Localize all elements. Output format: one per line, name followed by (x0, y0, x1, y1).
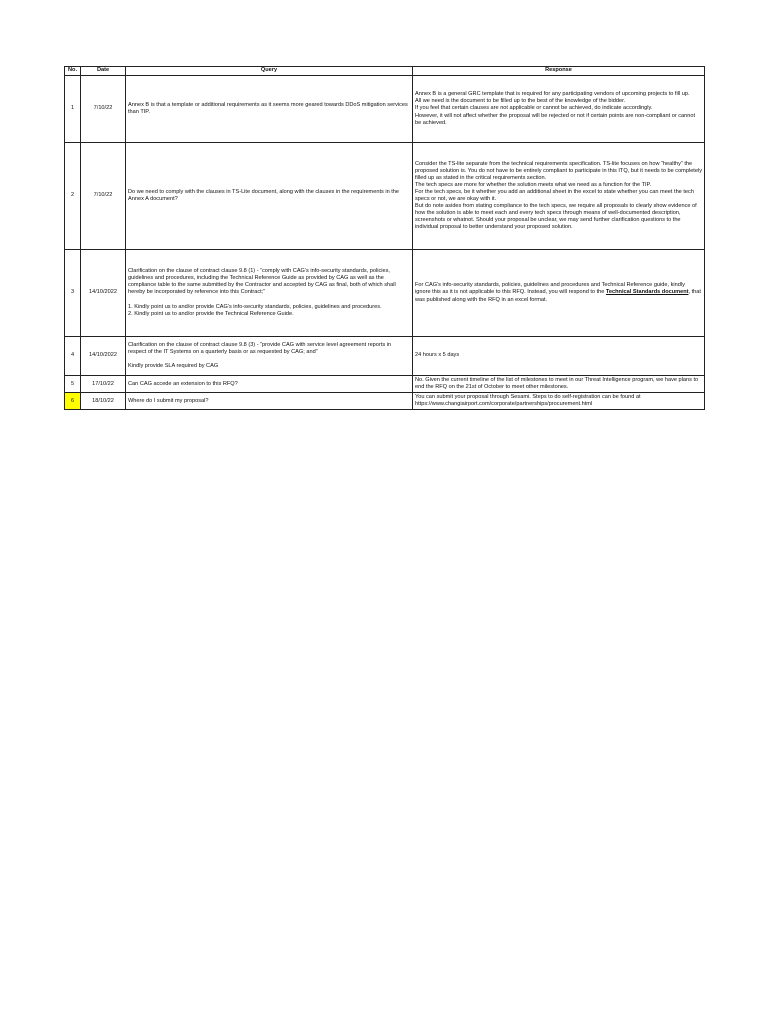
response-text: If you feel that certain clauses are not applicable or cannot be achieved, do indicate accordingly. (415, 105, 653, 112)
row-date: 14/10/2022 (81, 337, 126, 376)
table-row (65, 143, 705, 250)
response-text: Annex B is a general GRC template that is required for any participating vendors of upcoming projects to fill up. (415, 91, 690, 98)
table-row (65, 337, 705, 376)
row-response (413, 393, 705, 410)
row-response (413, 376, 705, 393)
row-query (126, 376, 413, 393)
response-text-pre: For CAG's info-security standards, policies, guidelines and procedures and Technical Reference guide, kindly ignore this as it is not applicable to this RFQ. Instead, you will respond to the (415, 282, 685, 296)
row-date: 7/10/22 (81, 76, 126, 143)
row-number-highlighted: 6 (65, 393, 81, 410)
header-no: No. (65, 67, 81, 76)
row-number: 2 (65, 143, 81, 250)
row-query (126, 393, 413, 410)
row-query (126, 76, 413, 143)
query-text: Where do I submit my proposal? (128, 397, 209, 404)
response-text (415, 282, 702, 303)
header-response: Response (413, 67, 705, 76)
query-text: Do we need to comply with the clauses in TS-Lite document, along with the clauses in the requirements in the Annex A document? (128, 188, 400, 202)
response-text: For the tech specs, be it whether you add an additional sheet in the excel to state whether you can meet the tech specs or not, we are okay with it. (415, 188, 694, 202)
query-text: Clarification on the clause of contract clause 9.8 (1) - “comply with CAG’s info-security standards, policies, guidelines and procedures, including the Technical Reference Guide as provided by CAG as well as the compliance table to the same submitted by the Contractor and accepted by CAG as final, both of which shall hereby be incorporated by reference into this Contract;” (128, 268, 396, 296)
technical-standards-document-reference: Technical Standards document (605, 289, 689, 296)
row-date: 7/10/22 (81, 143, 126, 250)
row-response (413, 250, 705, 337)
header-date: Date (81, 67, 126, 76)
response-text-post: , that was published along with the RFQ in an excel format. (415, 289, 701, 303)
table-row (65, 250, 705, 337)
row-query (126, 250, 413, 337)
table-row (65, 376, 705, 393)
clarification-table (64, 66, 705, 410)
response-text: 24 hours x 5 days (415, 352, 460, 359)
query-point: 2. Kindly point us to and/or provide the Technical Reference Guide. (128, 310, 294, 317)
table-row (65, 76, 705, 143)
response-text: All we need is the document to be filled up to the best of the knowledge of the bidder. (415, 98, 626, 105)
procurement-url-text: https://www.changiairport.com/corporate/partnerships/procurement.html (415, 401, 593, 408)
blank-line (128, 297, 410, 304)
row-date: 14/10/2022 (81, 250, 126, 337)
response-text: You can submit your proposal through Sesami. Steps to do self-registration can be found at (415, 394, 641, 401)
row-response (413, 337, 705, 376)
query-point: Kindly provide SLA required by CAG (128, 363, 219, 370)
table-row (65, 393, 705, 410)
qa-sheet (64, 66, 704, 410)
row-query (126, 143, 413, 250)
row-response (413, 143, 705, 250)
response-text: No. Given the current timeline of the list of milestones to meet in our Threat Intelligence program, we have plans to end the RFQ on the 21st of October to meet other milestones. (415, 377, 699, 391)
row-date: 18/10/22 (81, 393, 126, 410)
response-text: Consider the TS-lite separate from the technical requirements specification. TS-lite focuses on how “healthy” the proposed solution is. You do not have to be entirely compliant to participate in this ITQ, but it needs to be completely filled up as stated in the critical requirements section. (415, 160, 703, 181)
blank-line (128, 356, 410, 363)
row-number: 5 (65, 376, 81, 393)
header-row (65, 67, 705, 76)
row-date: 17/10/22 (81, 376, 126, 393)
row-number: 1 (65, 76, 81, 143)
row-query (126, 337, 413, 376)
query-point: 1. Kindly point us to and/or provide CAG’s info-security standards, policies, guidelines and procedures. (128, 303, 382, 310)
row-number: 3 (65, 250, 81, 337)
query-text: Clarification on the clause of contract clause 9.8 (3) - “provide CAG with service level agreement reports in respect of the IT Systems on a quarterly basis or as requested by CAG; and” (128, 341, 392, 355)
response-text: The tech specs are more for whether the solution meets what we need as a function for the TIP. (415, 181, 652, 188)
query-text: Can CAG accede an extension to this RFQ? (128, 380, 238, 387)
row-number: 4 (65, 337, 81, 376)
response-text: However, it will not affect whether the proposal will be rejected or not if certain points are non-compliant or cannot be achieved. (415, 112, 696, 126)
query-text: Annex B is that a template or additional requirements as it seems more geared towards DDoS mitigation services than TIP. (128, 101, 408, 115)
row-response (413, 76, 705, 143)
response-text: But do note asides from stating compliance to the tech specs, we require all proposals to clearly show evidence of how the solution is able to meet each and every tech specs through means of well-documented description, screenshots or whatnot. Should your proposal be unclear, we may send further clarification questions to the individual proposal to better understand your proposed solution. (415, 203, 697, 231)
header-query: Query (126, 67, 413, 76)
